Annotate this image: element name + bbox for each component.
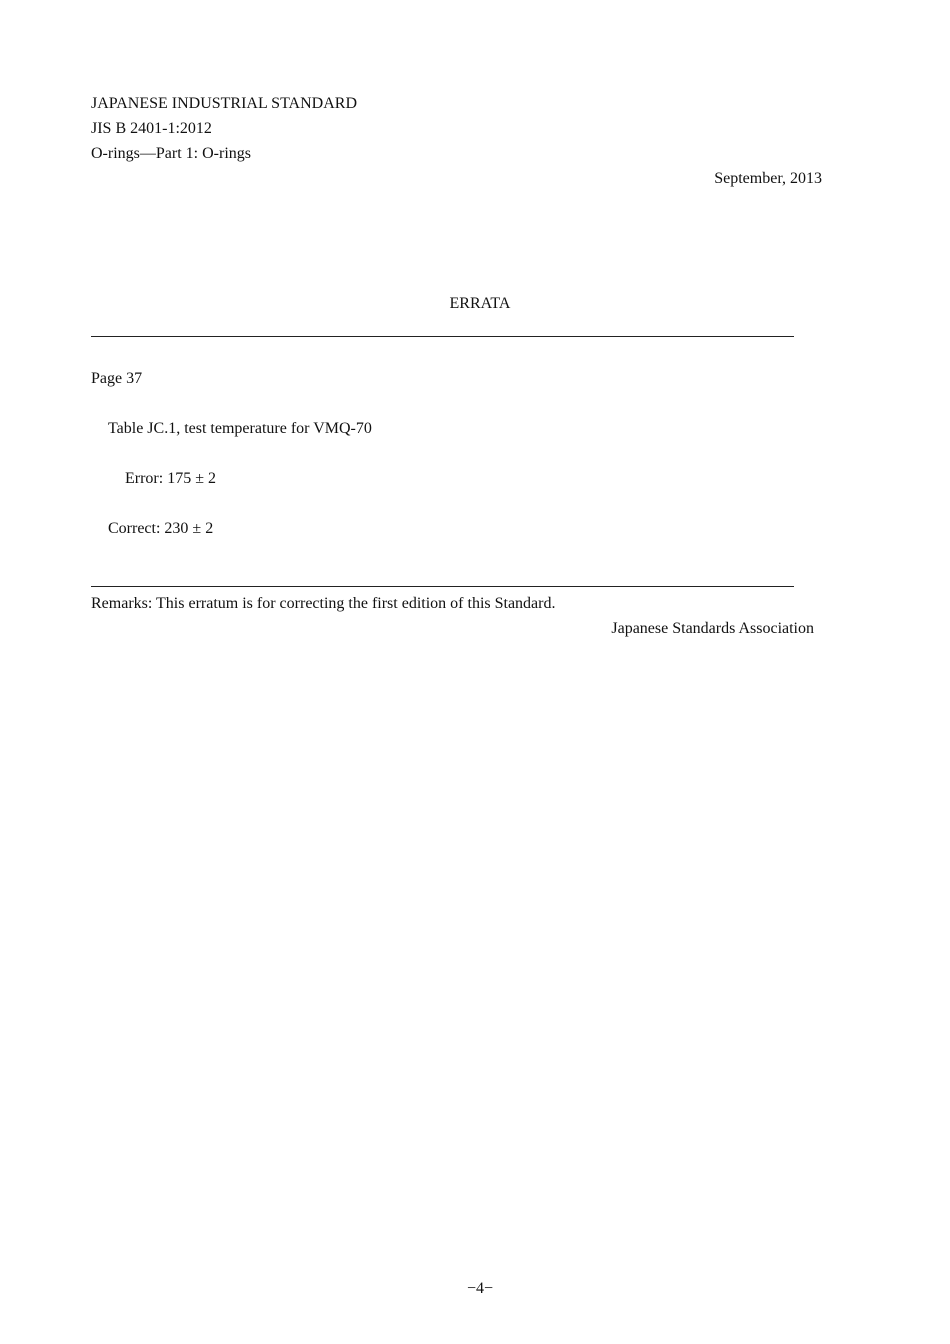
correct-label: Correct: <box>108 520 161 537</box>
correct-line <box>108 519 213 539</box>
error-label: Error: <box>125 470 164 487</box>
issuer-name: Japanese Standards Association <box>611 620 814 637</box>
top-divider <box>91 336 794 337</box>
standard-subject: O-rings—Part 1: O-rings <box>91 145 251 162</box>
standard-number: JIS B 2401-1:2012 <box>91 120 212 137</box>
erratum-location: Table JC.1, test temperature for VMQ-70 <box>108 420 372 437</box>
issue-date: September, 2013 <box>714 170 822 187</box>
errata-heading: ERRATA <box>449 295 511 312</box>
page-number: −4− <box>466 1280 494 1297</box>
standard-organization-title: JAPANESE INDUSTRIAL STANDARD <box>91 95 357 112</box>
correct-value: 230 ± 2 <box>164 520 214 537</box>
error-value: 175 ± 2 <box>167 470 216 487</box>
bottom-divider <box>91 586 794 587</box>
page-reference: Page 37 <box>91 370 143 387</box>
error-line <box>125 469 216 489</box>
remarks-text: Remarks: This erratum is for correcting the first edition of this Standard. <box>91 595 556 612</box>
